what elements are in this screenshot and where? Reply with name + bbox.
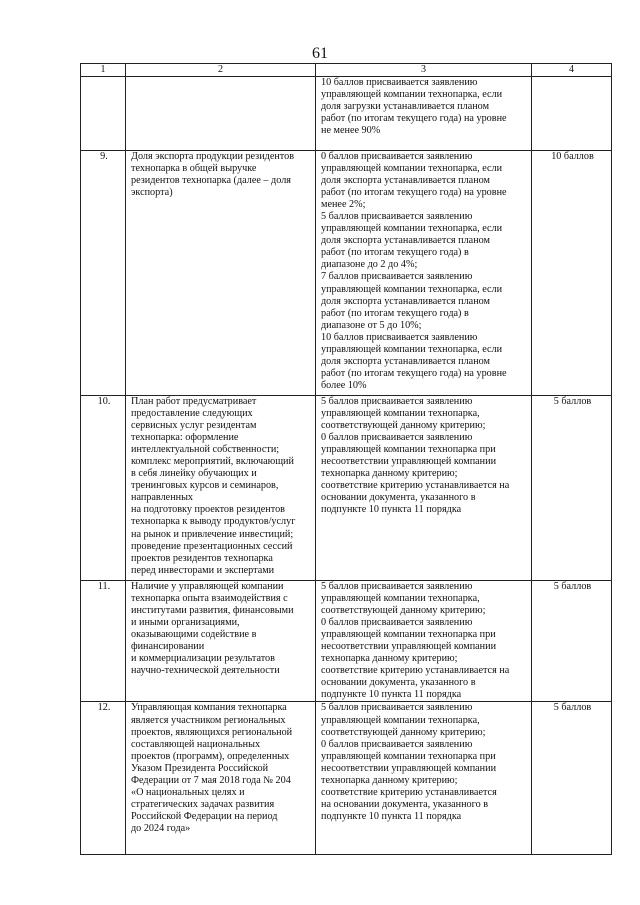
points-cell: 5 баллов	[532, 581, 612, 702]
criterion-line: является участником региональных	[131, 714, 286, 726]
criterion-line: тренинговых курсов и семинаров,	[131, 480, 279, 492]
criterion-line: предоставление следующих	[131, 408, 253, 420]
criterion-line: научно-технической деятельности	[131, 665, 280, 677]
scoring-line: основании документа, указанного в	[321, 492, 476, 504]
criterion-line: составляющей национальных	[131, 738, 261, 750]
scoring-line: управляющей компании технопарка,	[321, 408, 480, 420]
scoring-line: 10 баллов присваивается заявлению	[321, 77, 478, 88]
scoring-line: работ (по итогам текущего года) на уровне	[321, 367, 507, 379]
scoring-line: работ (по итогам текущего года) на уровне	[321, 113, 507, 125]
criterion-line: Указом Президента Российской	[131, 762, 269, 774]
criterion-line: и коммерциализации результатов	[131, 653, 275, 665]
scoring-line: 5 баллов присваивается заявлению	[321, 396, 473, 407]
scoring-line: соответствие критерию устанавливается	[321, 786, 497, 798]
scoring-line: более 10%	[321, 379, 367, 391]
scoring-line: управляющей компании технопарка, если	[321, 163, 503, 175]
scoring-line: подпункте 10 пункта 11 порядка	[321, 504, 462, 516]
scoring-line: управляющей компании технопарка,	[321, 714, 480, 726]
table-header-row	[81, 64, 612, 77]
criterion-line: технопарка в общей выручке	[131, 163, 257, 175]
row-number-cell: 12.	[81, 702, 126, 855]
scoring-line: работ (по итогам текущего года) в	[321, 247, 469, 259]
scoring-line: доля экспорта устанавливается планом	[321, 295, 491, 307]
scoring-line: управляющей компании технопарка, если	[321, 343, 503, 355]
criterion-cell	[126, 396, 316, 581]
criterion-line: Российской Федерации на период	[131, 810, 278, 822]
row-number-cell: 10.	[81, 396, 126, 581]
scoring-line: соответствие критерию устанавливается на	[321, 665, 510, 677]
scoring-cell	[316, 702, 532, 855]
scoring-cell	[316, 77, 532, 151]
scoring-line: технопарка данному критерию;	[321, 774, 458, 786]
table-row-12	[81, 702, 612, 855]
scoring-line: технопарка данному критерию;	[321, 468, 458, 480]
table-row-9	[81, 151, 612, 396]
criterion-line: сервисных услуг резидентам	[131, 420, 257, 432]
criterion-cell	[126, 77, 316, 151]
criterion-line: технопарка опыта взаимодействия с	[131, 593, 288, 605]
criterion-line: технопарка к выводу продуктов/услуг	[131, 516, 296, 528]
criterion-line: проведение презентационных сессий	[131, 540, 293, 552]
scoring-line: управляющей компании технопарка, если	[321, 89, 503, 101]
scoring-line: соответствующей данному критерию;	[321, 726, 486, 738]
table-row-continuation	[81, 77, 612, 151]
scoring-line: доля экспорта устанавливается планом	[321, 355, 491, 367]
criterion-line: проектов, являющихся региональной	[131, 726, 293, 738]
scoring-line: 0 баллов присваивается заявлению	[321, 432, 473, 444]
criterion-line: перед инвесторами и экспертами	[131, 564, 275, 576]
scoring-line: 10 баллов присваивается заявлению	[321, 331, 478, 343]
points-cell: 5 баллов	[532, 396, 612, 581]
scoring-line: не менее 90%	[321, 125, 381, 137]
criterion-cell	[126, 581, 316, 702]
criterion-line: и иными организациями,	[131, 617, 240, 629]
criterion-line: «О национальных целях и	[131, 786, 245, 798]
scoring-line: 5 баллов присваивается заявлению	[321, 702, 473, 714]
scoring-line: соответствующей данному критерию;	[321, 420, 486, 432]
points-cell: 5 баллов	[532, 702, 612, 855]
scoring-line: управляющей компании технопарка при	[321, 444, 496, 456]
criterion-line: технопарка: оформление	[131, 432, 239, 444]
criterion-line: в себя линейку обучающих и	[131, 468, 257, 480]
scoring-line: управляющей компании технопарка, если	[321, 223, 503, 235]
scoring-line: работ (по итогам текущего года) на уровне	[321, 187, 507, 199]
criterion-line: экспорта)	[131, 187, 173, 199]
scoring-line: 5 баллов присваивается заявлению	[321, 581, 473, 592]
scoring-cell	[316, 396, 532, 581]
scoring-line: несоответствии управляющей компании	[321, 762, 497, 774]
scoring-line: управляющей компании технопарка, если	[321, 283, 503, 295]
scoring-line: 0 баллов присваивается заявлению	[321, 151, 473, 162]
criterion-line: на рынок и привлечение инвестиций;	[131, 528, 294, 540]
scoring-line: основании документа, указанного в	[321, 677, 476, 689]
scoring-cell	[316, 581, 532, 702]
scoring-line: доля экспорта устанавливается планом	[321, 175, 491, 187]
scoring-line: 0 баллов присваивается заявлению	[321, 617, 473, 629]
table-row-10	[81, 396, 612, 581]
scoring-line: на основании документа, указанного в	[321, 798, 489, 810]
scoring-line: 0 баллов присваивается заявлению	[321, 738, 473, 750]
scoring-line: управляющей компании технопарка,	[321, 593, 480, 605]
header-col-3: 3	[316, 64, 532, 77]
criterion-line: Наличие у управляющей компании	[131, 581, 284, 592]
criterion-line: интеллектуальной собственности;	[131, 444, 280, 456]
criterion-line: Доля экспорта продукции резидентов	[131, 151, 295, 162]
header-col-4: 4	[532, 64, 612, 77]
criterion-line: оказывающими содействие в	[131, 629, 257, 641]
criterion-line: стратегических задачах развития	[131, 798, 275, 810]
scoring-line: менее 2%;	[321, 199, 366, 211]
page-number: 61	[312, 45, 328, 62]
scoring-line: соответствующей данному критерию;	[321, 605, 486, 617]
table-row-11	[81, 581, 612, 702]
criterion-line: на подготовку проектов резидентов	[131, 504, 285, 516]
scoring-line: несоответствии управляющей компании	[321, 456, 497, 468]
criterion-line: проектов резидентов технопарка	[131, 552, 273, 564]
scoring-line: доля экспорта устанавливается планом	[321, 235, 491, 247]
scoring-line: 5 баллов присваивается заявлению	[321, 211, 473, 223]
criterion-line: проектов (программ), определенных	[131, 750, 290, 762]
criterion-line: институтами развития, финансовыми	[131, 605, 294, 617]
points-cell	[532, 77, 612, 151]
scoring-line: подпункте 10 пункта 11 порядка	[321, 810, 462, 822]
criterion-line: План работ предусматривает	[131, 396, 257, 407]
row-number-cell: 11.	[81, 581, 126, 702]
scoring-line: соответствие критерию устанавливается на	[321, 480, 510, 492]
scoring-line: диапазоне от 5 до 10%;	[321, 319, 422, 331]
criterion-line: Федерации от 7 мая 2018 года № 204	[131, 774, 291, 786]
criteria-table	[80, 63, 612, 855]
scoring-line: управляющей компании технопарка при	[321, 750, 496, 762]
criterion-line: комплекс мероприятий, включающий	[131, 456, 294, 468]
scoring-line: работ (по итогам текущего года) в	[321, 307, 469, 319]
scoring-line: 7 баллов присваивается заявлению	[321, 271, 473, 283]
criterion-cell	[126, 151, 316, 396]
scoring-line: диапазоне до 2 до 4%;	[321, 259, 418, 271]
criterion-cell	[126, 702, 316, 855]
criterion-line: Управляющая компания технопарка	[131, 702, 287, 714]
scoring-line: доля загрузки устанавливается планом	[321, 101, 490, 113]
row-number-cell: 9.	[81, 151, 126, 396]
criterion-line: направленных	[131, 492, 194, 504]
scoring-line: управляющей компании технопарка при	[321, 629, 496, 641]
points-cell: 10 баллов	[532, 151, 612, 396]
scoring-cell	[316, 151, 532, 396]
criterion-line: резидентов технопарка (далее – доля	[131, 175, 291, 187]
header-col-1: 1	[81, 64, 126, 77]
row-number-cell	[81, 77, 126, 151]
scoring-line: несоответствии управляющей компании	[321, 641, 497, 653]
criterion-line: финансировании	[131, 641, 205, 653]
header-col-2: 2	[126, 64, 316, 77]
scoring-line: подпункте 10 пункта 11 порядка	[321, 689, 462, 701]
criterion-line: до 2024 года»	[131, 822, 191, 834]
scoring-line: технопарка данному критерию;	[321, 653, 458, 665]
